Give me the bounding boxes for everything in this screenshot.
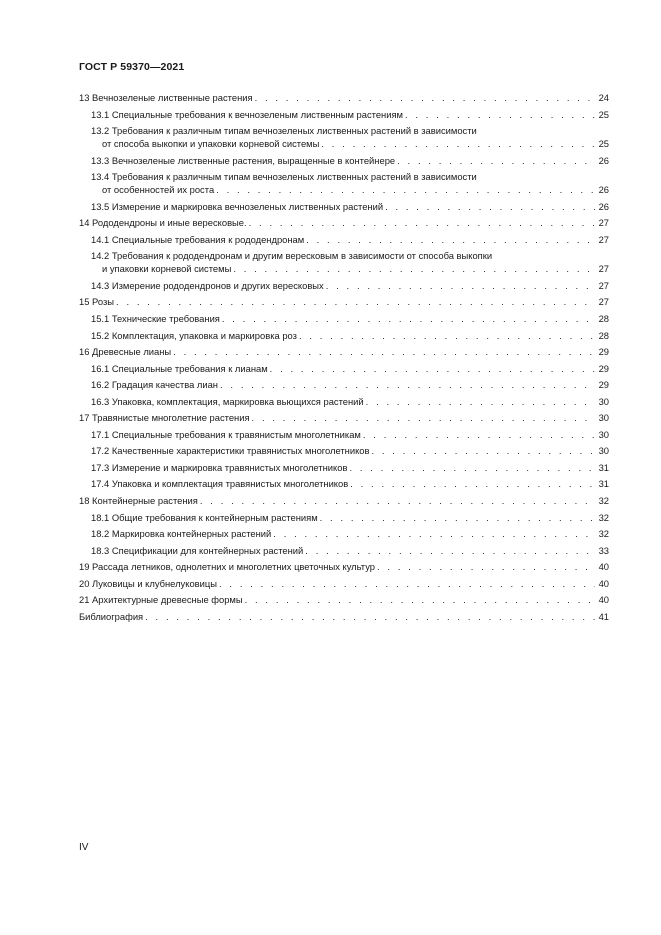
toc-entry-title: Библиография xyxy=(79,610,144,622)
toc-entry[interactable] xyxy=(79,91,609,104)
toc-page-number: 25 xyxy=(598,108,609,120)
toc-page-number: 33 xyxy=(598,544,609,556)
toc-entry-title-line: 14.2 Требования к рододендронам и другим вересковым в зависимости от способа выкопки xyxy=(91,250,493,262)
toc-entry[interactable] xyxy=(79,200,609,213)
toc-entry[interactable] xyxy=(79,511,609,524)
toc-entry-title: 21 Архитектурные древесные формы xyxy=(79,594,243,606)
toc-entry[interactable] xyxy=(79,428,609,441)
toc-entry[interactable] xyxy=(79,216,609,229)
toc-entry[interactable] xyxy=(79,577,609,590)
toc-entry-title: 13.3 Вечнозеленые лиственные растения, выращенные в контейнере xyxy=(91,154,396,166)
toc-leader-dots xyxy=(145,610,595,623)
toc-leader-dots xyxy=(116,295,595,308)
toc-entry-title: 15.1 Технические требования xyxy=(91,313,220,325)
toc-entry-title-line: 13.2 Требования к различным типам вечнозеленых лиственных растений в зависимости xyxy=(91,125,477,137)
toc-page-number: 27 xyxy=(598,263,609,275)
toc-page-number: 31 xyxy=(598,478,609,490)
toc-page-number: 24 xyxy=(598,92,609,103)
toc-entry[interactable] xyxy=(79,279,609,292)
toc-entry[interactable] xyxy=(79,249,609,275)
toc-entry-title: 17.3 Измерение и маркировка травянистых многолетников xyxy=(91,461,348,473)
toc-page-number: 26 xyxy=(598,200,609,212)
toc-entry-title: 16 Древесные лианы xyxy=(79,346,172,358)
toc-page-number: 29 xyxy=(598,346,609,358)
toc-entry-title: 17.1 Специальные требования к травянистым многолетникам xyxy=(91,428,361,440)
toc-entry[interactable] xyxy=(79,444,609,457)
toc-entry-title: 14.3 Измерение рододендронов и других вересковых xyxy=(91,279,324,291)
toc-page-number: 30 xyxy=(598,412,609,424)
toc-page-number: 28 xyxy=(598,313,609,325)
toc-page-number: 32 xyxy=(598,511,609,523)
toc-entry[interactable] xyxy=(79,461,609,474)
toc-leader-dots xyxy=(321,137,595,150)
toc-entry-title: 16.3 Упаковка, комплектация, маркировка вьющихся растений xyxy=(91,395,364,407)
toc-leader-dots xyxy=(216,183,595,196)
toc-entry-title: 13.1 Специальные требования к вечнозеленым лиственным растениям xyxy=(91,108,403,120)
toc-entry-title-line: и упаковки корневой системы xyxy=(102,263,232,275)
toc-entry[interactable] xyxy=(79,345,609,358)
toc-entry-title: 20 Луковицы и клубнелуковицы xyxy=(79,577,217,589)
toc-page-number: 30 xyxy=(598,395,609,407)
toc-page-number: 29 xyxy=(598,362,609,374)
toc-entry-title: 17.4 Упаковка и комплектация травянистых многолетников xyxy=(91,478,349,490)
toc-leader-dots xyxy=(270,362,595,375)
toc-page-number: 27 xyxy=(598,233,609,245)
toc-entry[interactable] xyxy=(79,544,609,557)
toc-page-number: 40 xyxy=(598,561,609,573)
toc-leader-dots xyxy=(305,544,595,557)
toc-leader-dots xyxy=(326,279,595,292)
toc-entry[interactable] xyxy=(79,329,609,342)
toc-entry[interactable] xyxy=(79,477,609,490)
toc-entry[interactable] xyxy=(79,610,609,623)
toc-page-number: 29 xyxy=(598,379,609,391)
toc-leader-dots xyxy=(219,577,595,590)
toc-leader-dots xyxy=(349,461,595,474)
toc-page-number: 41 xyxy=(598,610,609,622)
toc-entry-title: 14 Рододендроны и иные вересковые. xyxy=(79,217,247,229)
toc-leader-dots xyxy=(173,345,595,358)
toc-entry-title-line: от особенностей их роста xyxy=(102,184,215,196)
toc-page-number: 27 xyxy=(598,279,609,291)
table-of-contents xyxy=(79,91,609,626)
toc-entry[interactable] xyxy=(79,170,609,196)
toc-entry[interactable] xyxy=(79,362,609,375)
toc-page-number: 25 xyxy=(598,138,609,150)
toc-entry[interactable] xyxy=(79,411,609,424)
toc-leader-dots xyxy=(405,108,595,121)
toc-entry[interactable] xyxy=(79,378,609,391)
toc-page-number: 40 xyxy=(598,594,609,606)
toc-entry-title: 13.5 Измерение и маркировка вечнозеленых лиственных растений xyxy=(91,200,384,212)
toc-entry[interactable] xyxy=(79,593,609,606)
toc-entry[interactable] xyxy=(79,154,609,167)
toc-leader-dots xyxy=(245,593,595,606)
toc-leader-dots xyxy=(377,560,595,573)
toc-entry-title: 14.1 Специальные требования к рододендронам xyxy=(91,233,305,245)
toc-leader-dots xyxy=(350,477,595,490)
toc-leader-dots xyxy=(299,329,595,342)
toc-entry-title: 16.2 Градация качества лиан xyxy=(91,379,218,391)
toc-entry-title: 18 Контейнерные растения xyxy=(79,495,198,507)
toc-entry-title: 15 Розы xyxy=(79,296,115,308)
toc-entry-title: 18.2 Маркировка контейнерных растений xyxy=(91,528,272,540)
toc-entry-title: 17 Травянистые многолетние растения xyxy=(79,412,250,424)
toc-entry-title: 19 Рассада летников, однолетних и многолетних цветочных культур xyxy=(79,561,376,573)
toc-entry[interactable] xyxy=(79,233,609,246)
toc-leader-dots xyxy=(220,378,595,391)
toc-page-number: 27 xyxy=(598,217,609,229)
toc-leader-dots xyxy=(366,395,595,408)
toc-page-number: 30 xyxy=(598,445,609,457)
toc-entry-title: 15.2 Комплектация, упаковка и маркировка роз xyxy=(91,329,297,341)
toc-leader-dots xyxy=(273,527,595,540)
toc-leader-dots xyxy=(249,216,595,229)
toc-leader-dots xyxy=(233,262,595,275)
toc-entry[interactable] xyxy=(79,494,609,507)
toc-entry[interactable] xyxy=(79,295,609,308)
page-number: IV xyxy=(79,842,89,853)
toc-entry[interactable] xyxy=(79,312,609,325)
toc-entry[interactable] xyxy=(79,560,609,573)
toc-leader-dots xyxy=(200,494,595,507)
toc-leader-dots xyxy=(363,428,595,441)
toc-leader-dots xyxy=(306,233,595,246)
toc-leader-dots xyxy=(397,154,595,167)
toc-page-number: 27 xyxy=(598,296,609,308)
toc-leader-dots xyxy=(255,91,595,104)
document-code-header: ГОСТ Р 59370—2021 xyxy=(79,61,185,73)
toc-page-number: 26 xyxy=(598,184,609,196)
toc-entry-title: 16.1 Специальные требования к лианам xyxy=(91,362,268,374)
toc-entry[interactable] xyxy=(79,108,609,121)
toc-entry-title: 17.2 Качественные характеристики травянистых многолетников xyxy=(91,445,370,457)
toc-leader-dots xyxy=(385,200,595,213)
toc-entry-title: 13 Вечнозеленые лиственные растения xyxy=(79,92,253,103)
toc-entry-title: 18.1 Общие требования к контейнерным растениям xyxy=(91,511,318,523)
toc-page-number: 32 xyxy=(598,495,609,507)
toc-entry-title-line: 13.4 Требования к различным типам вечнозеленых лиственных растений в зависимости xyxy=(91,171,477,183)
toc-entry[interactable] xyxy=(79,395,609,408)
toc-entry[interactable] xyxy=(79,124,609,150)
toc-entry-title-line: от способа выкопки и упаковки корневой системы xyxy=(102,138,320,150)
toc-leader-dots xyxy=(371,444,595,457)
toc-page-number: 31 xyxy=(598,461,609,473)
toc-entry-title: 18.3 Спецификации для контейнерных растений xyxy=(91,544,304,556)
toc-page-number: 28 xyxy=(598,329,609,341)
toc-page-number: 40 xyxy=(598,577,609,589)
toc-leader-dots xyxy=(222,312,595,325)
toc-page-number: 26 xyxy=(598,154,609,166)
toc-leader-dots xyxy=(320,511,595,524)
toc-page-number: 30 xyxy=(598,428,609,440)
toc-leader-dots xyxy=(252,411,595,424)
toc-entry[interactable] xyxy=(79,527,609,540)
toc-page-number: 32 xyxy=(598,528,609,540)
